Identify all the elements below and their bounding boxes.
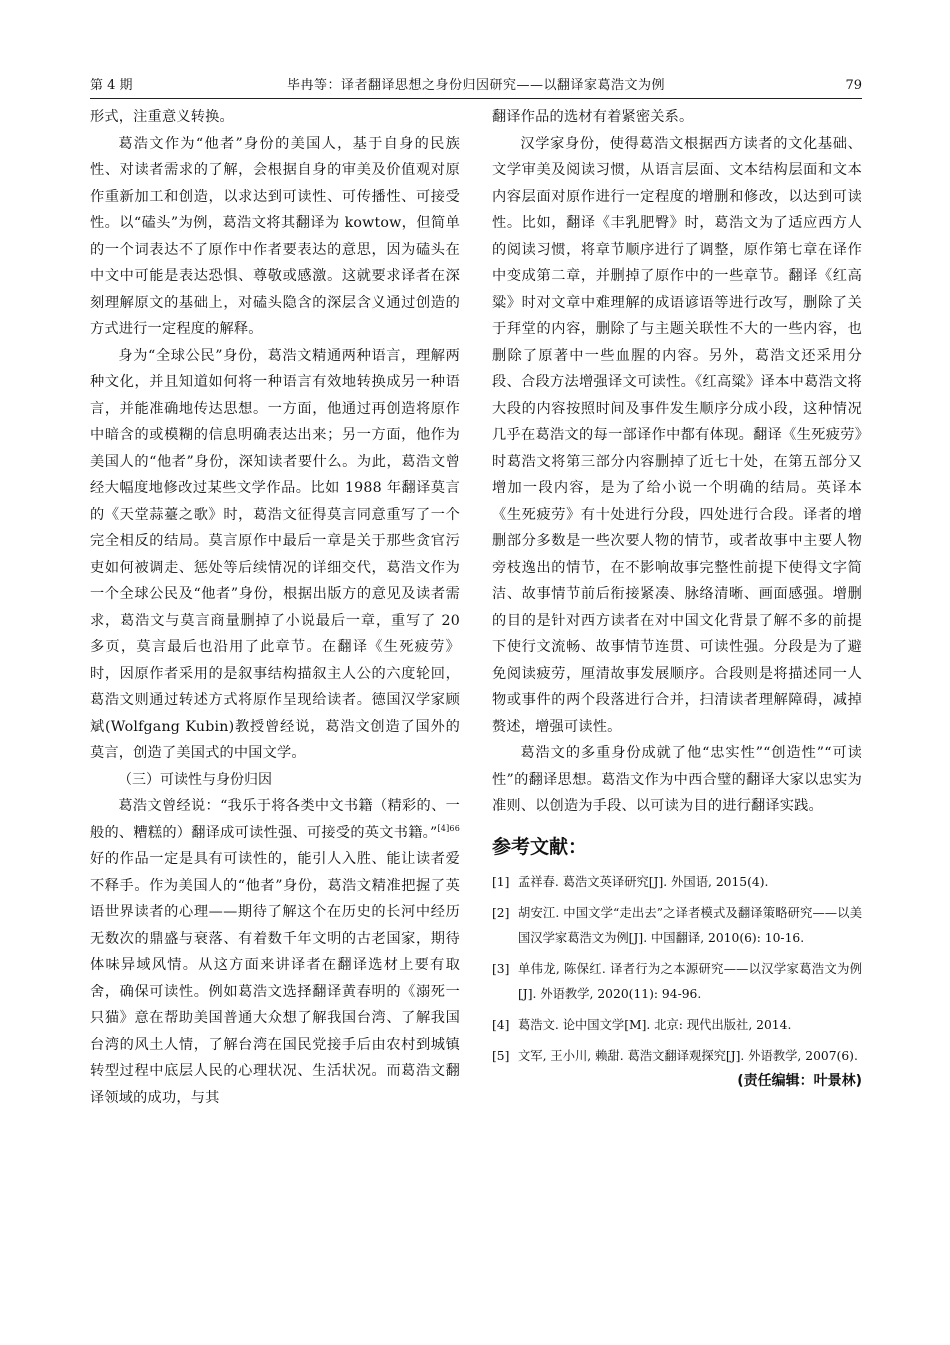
reference-number: [5]: [492, 1048, 510, 1063]
reference-text: 单伟龙, 陈保红. 译者行为之本源研究——以汉学家葛浩文为例[J]. 外语教学, 2020(11): 94-96.: [518, 961, 862, 1001]
reference-number: [2]: [492, 905, 510, 920]
reference-list: [492, 870, 862, 1089]
right-column: [492, 104, 862, 1094]
reference-text: 葛浩文. 论中国文学[M]. 北京: 现代出版社, 2014.: [518, 1017, 792, 1032]
paragraph-continuation: 形式，注重意义转换。: [90, 109, 234, 125]
responsible-editor: (责任编辑：叶景林): [737, 1072, 862, 1089]
reference-item: [492, 870, 862, 895]
paragraph-global-citizen: 身为“全球公民”身份，葛浩文精通两种语言，理解两种文化，并且知道如何将一种语言有效地转换成另一种语言，并能准确地传达思想。一方面，他通过再创造将原作中暗含的或模糊的信息明确表达出来；另一方面，他作为美国人的“他者”身份，深知读者要什么。为此，葛浩文曾经大幅度地修改过某些文学作品。比如 1988 年翻译莫言的《天堂蒜薹之歌》时，葛浩文征得莫言同意重写了一个完全相反的结局。莫言原作中最后一章是关于那些贪官污吏如何被调走、惩处等后续情况的详细交代，葛浩文作为一个全球公民及“他者”身份，根据出版方的意见及读者需求，葛浩文与莫言商量删掉了小说最后一章，重写了 20 多页，莫言最后也沿用了此章节。在翻译《生死疲劳》时，因原作者采用的是叙事结构描叙主人公的六度轮回，葛浩文则通过转述方式将原作呈现给读者。德国汉学家顾斌(Wolfgang Kubin)教授曾经说，葛浩文创造了国外的莫言，创造了美国式的中国文学。: [90, 347, 460, 761]
paragraph-continuation-right: 翻译作品的选材有着紧密关系。: [492, 109, 694, 125]
readability-text-end: 好的作品一定是具有可读性的，能引人入胜、能让读者爱不释手。作为美国人的“他者”身份，葛浩文精准把握了英语世界读者的心理——期待了解这个在历史的长河中经历无数次的鼎盛与衰落、有着数千年文明的古老国家，期待体味异域风情。从这方面来讲译者在翻译选材上要有取舍，确保可读性。例如葛浩文选择翻译黄春明的《溺死一只猫》意在帮助美国普通大众想了解我国台湾、了解我国台湾的风土人情，了解台湾在国民党接手后由农村到城镇转型过程中底层人民的心理状况、生活状况。而葛浩文翻译领域的成功，与其: [90, 851, 460, 1106]
reference-number: [1]: [492, 874, 510, 889]
reference-item: [492, 1013, 862, 1038]
paragraph-conclusion: 葛浩文的多重身份成就了他“忠实性”“创造性”“可读性”的翻译思想。葛浩文作为中西合璧的翻译大家以忠实为准则、以创造为手段、以可读为目的进行翻译实践。: [492, 745, 862, 814]
reference-number: [3]: [492, 961, 510, 976]
issue-label: 第 4 期: [90, 78, 133, 93]
references-title: 参考文献：: [492, 835, 588, 858]
page-number: 79: [845, 78, 862, 93]
left-column: [90, 104, 460, 1111]
reference-text: 孟祥春. 葛浩文英译研究[J]. 外国语, 2015(4).: [518, 874, 769, 889]
reference-text: 文军, 王小川, 赖甜. 葛浩文翻译观探究[J]. 外语教学, 2007(6).: [518, 1048, 858, 1063]
reference-item: [492, 957, 862, 1007]
reference-item: [492, 1044, 862, 1089]
reference-number: [4]: [492, 1017, 510, 1032]
paragraph-other-identity: 葛浩文作为“他者”身份的美国人，基于自身的民族性、对读者需求的了解，会根据自身的审美及价值观对原作重新加工和创造，以求达到可读性、可传播性、可接受性。以“磕头”为例，葛浩文将其翻译为 kowtow，但简单的一个词表达不了原作中作者要表达的意思，因为磕头在中文中可能是表达恐惧、尊敬或感激。这就要求译者在深刻理解原文的基础上，对磕头隐含的深层含义通过创造的方式进行一定程度的解释。: [90, 135, 460, 337]
readability-text-start: 葛浩文曾经说：“我乐于将各类中文书籍（精彩的、一般的、糟糕的）翻译成可读性强、可接受的英文书籍。”: [90, 798, 460, 841]
section-heading-readability: （三）可读性与身份归因: [118, 771, 272, 788]
page-header: [90, 74, 862, 99]
reference-text: 胡安江. 中国文学“走出去”之译者模式及翻译策略研究——以美国汉学家葛浩文为例[J]. 中国翻译, 2010(6): 10-16.: [518, 905, 862, 945]
paragraph-sinologist-identity: 汉学家身份，使得葛浩文根据西方读者的文化基础、文学审美及阅读习惯，从语言层面、文本结构层面和文本内容层面对原作进行一定程度的增删和修改，以达到可读性。比如，翻译《丰乳肥臀》时，葛浩文为了适应西方人的阅读习惯，将章节顺序进行了调整，原作第七章在译作中变成第二章，并删掉了原作中的一些章节。翻译《红高粱》时对文章中难理解的成语谚语等进行改写，删除了关于拜堂的内容，删除了与主题关联性不大的一些内容，也删除了原著中一些血腥的内容。另外，葛浩文还采用分段、合段方法增强译文可读性。《红高粱》译本中葛浩文将大段的内容按照时间及事件发生顺序分成小段，这种情况几乎在葛浩文的每一部译作中都有体现。翻译《生死疲劳》时葛浩文将第三部分内容删掉了近七十处，在第五部分又增加一段内容，是为了给小说一个明确的结局。英译本《生死疲劳》有十处进行分段，四处进行合段。译者的增删部分多数是一些次要人物的情节，或者故事中主要人物旁枝逸出的情节，在不影响故事完整性前提下使得文字简洁、故事情节前后衔接紧凑、脉络清晰、画面感强。增删的目的是针对西方读者在对中国文化背景了解不多的前提下使行文流畅、故事情节连贯、可读性强。分段是为了避免阅读疲劳，厘清故事发展顺序。合段则是将描述同一人物或事件的两个段落进行合并，扫清读者理解障碍，减掉赘述，增强可读性。: [492, 135, 862, 735]
citation-superscript: [4]66: [437, 823, 460, 833]
running-title: 毕冉等：译者翻译思想之身份归因研究——以翻译家葛浩文为例: [286, 78, 665, 93]
paragraph-readability: [90, 793, 460, 1111]
reference-item: [492, 901, 862, 951]
